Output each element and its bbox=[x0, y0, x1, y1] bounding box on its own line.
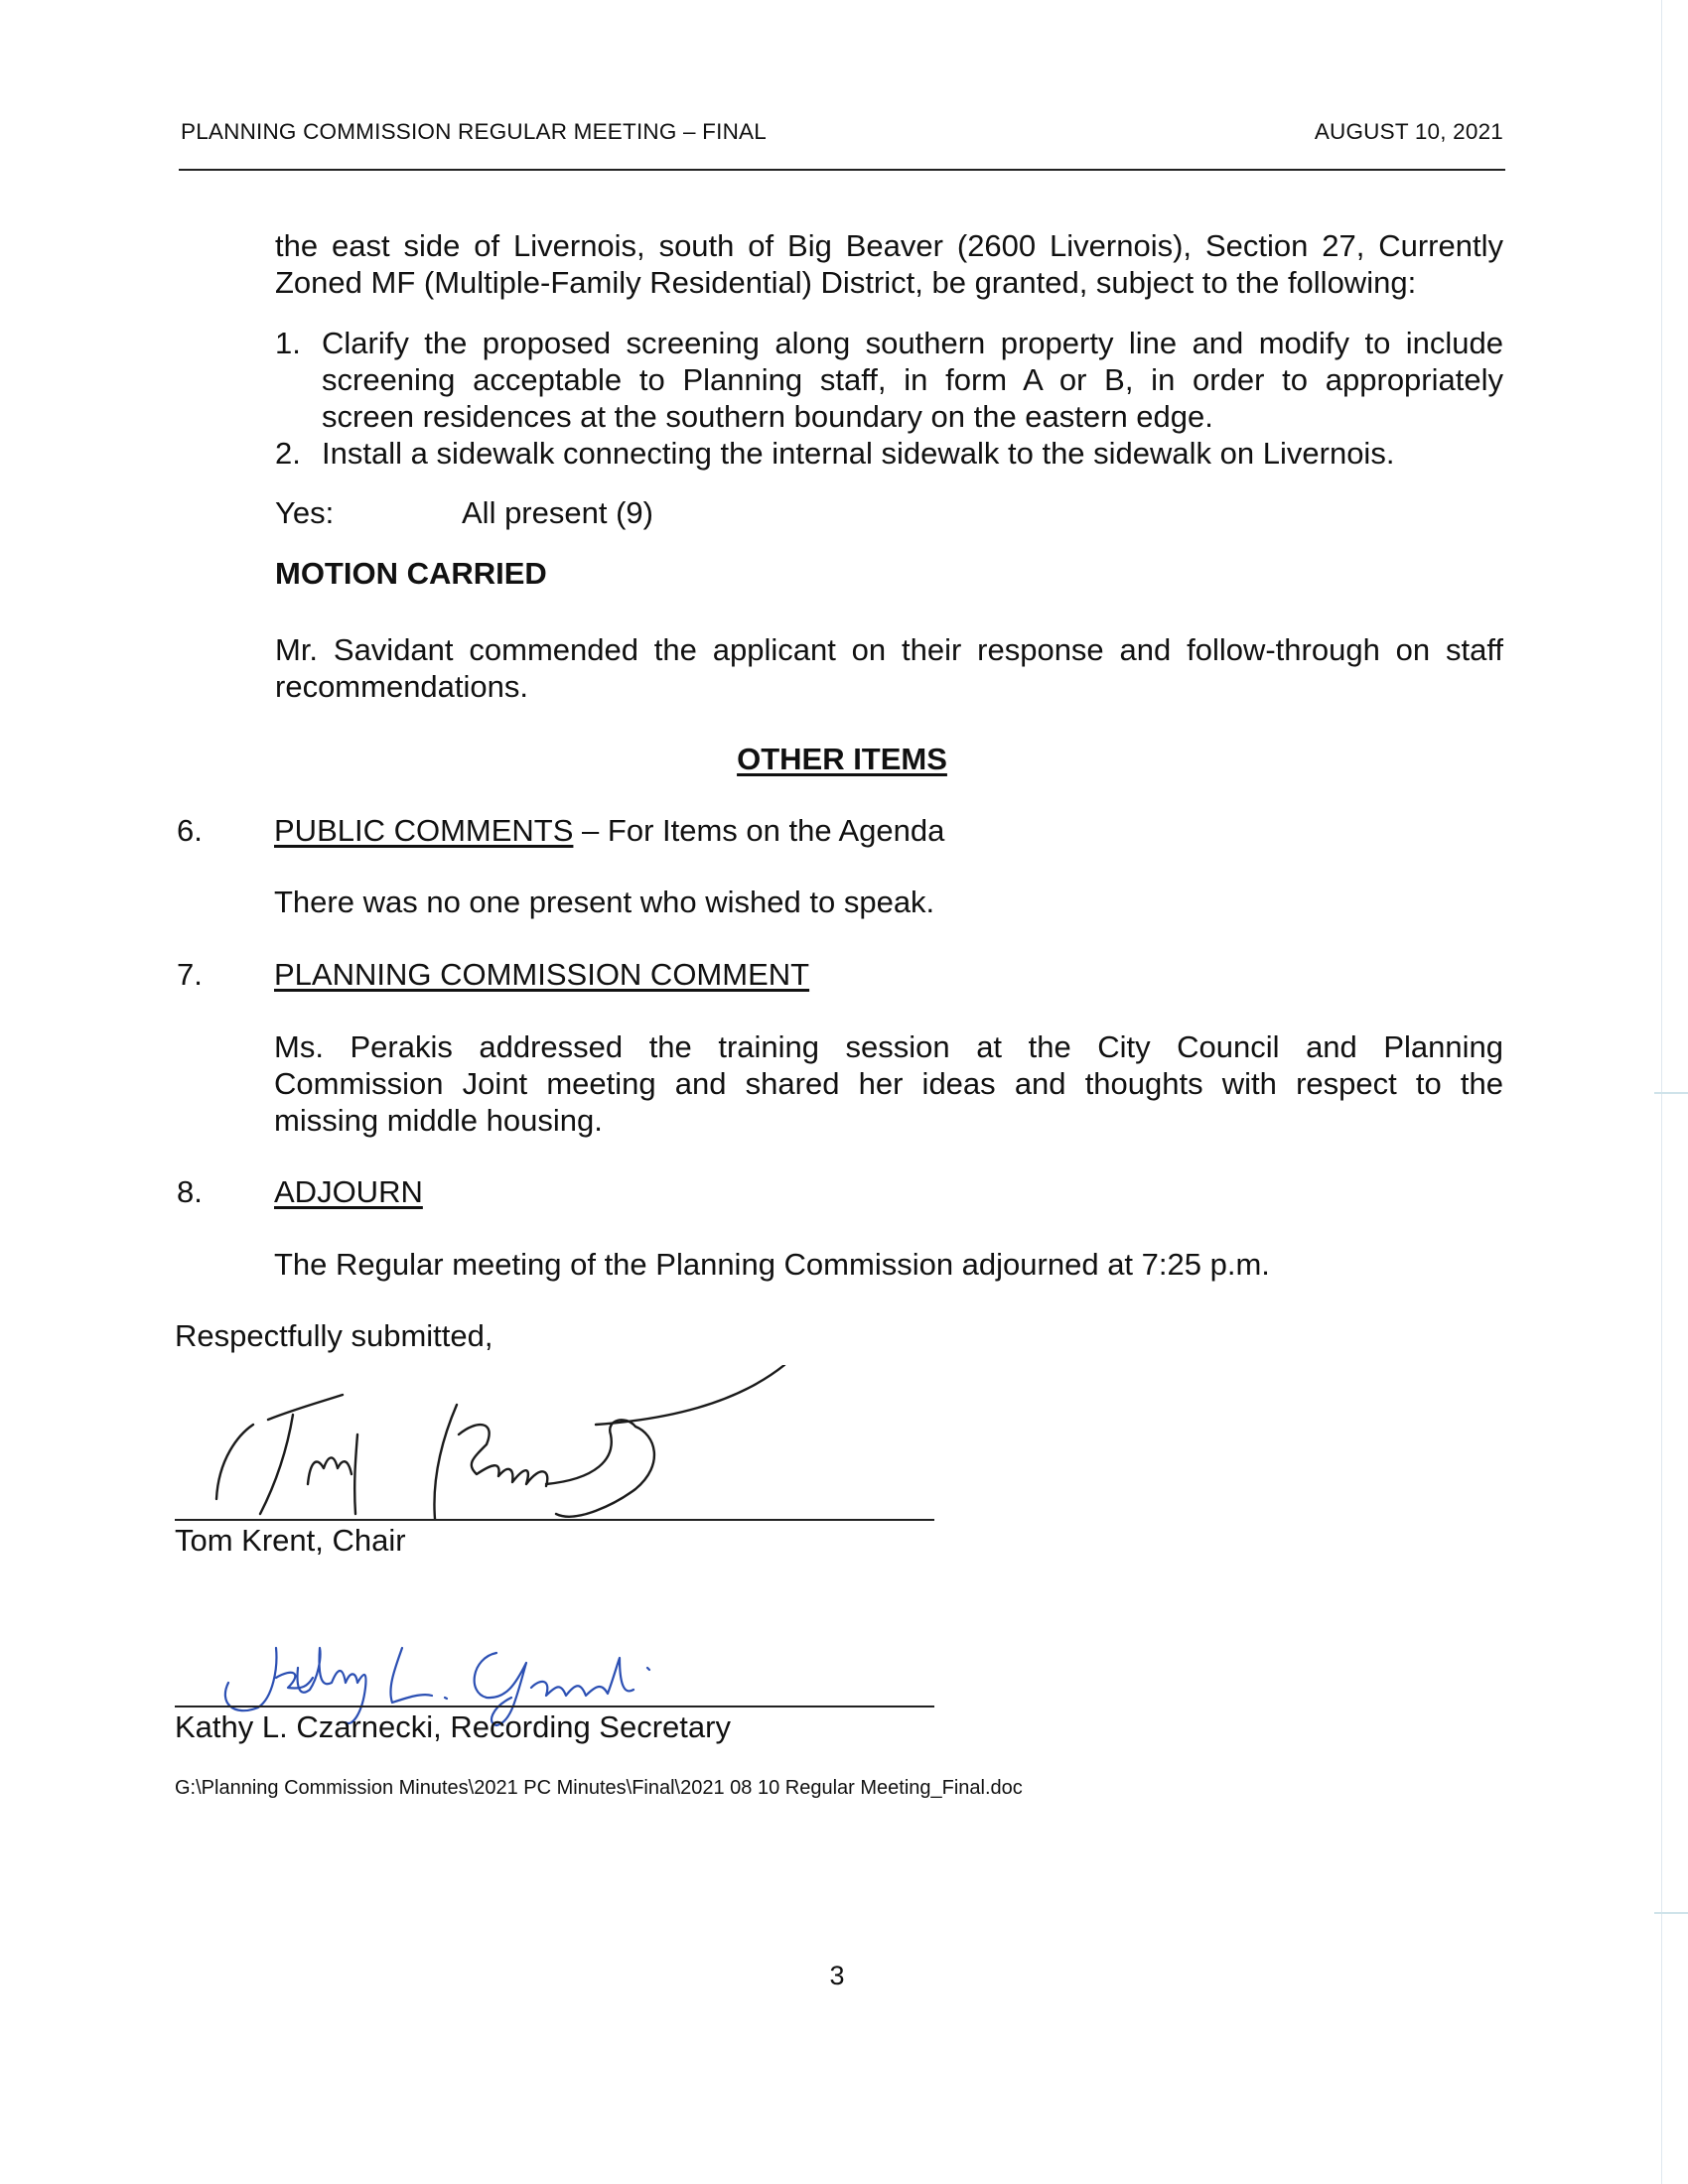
secretary-signature-line bbox=[175, 1706, 934, 1707]
chair-signature-strokes bbox=[216, 1365, 784, 1519]
scan-tick-mark bbox=[1654, 1912, 1688, 1914]
savidant-line-2: recommendations. bbox=[275, 669, 529, 704]
closing-text: Respectfully submitted, bbox=[175, 1318, 493, 1353]
vote-value: All present (9) bbox=[462, 495, 653, 530]
condition-1-number: 1. bbox=[275, 326, 301, 360]
item-6-suffix: – For Items on the Agenda bbox=[573, 813, 945, 848]
other-items-heading: OTHER ITEMS bbox=[737, 742, 947, 776]
item-6-body: There was no one present who wished to speak. bbox=[274, 885, 935, 919]
item-7-body-line-3: missing middle housing. bbox=[274, 1103, 603, 1138]
motion-carried: MOTION CARRIED bbox=[275, 556, 547, 591]
condition-2-number: 2. bbox=[275, 436, 301, 471]
vote-label: Yes: bbox=[275, 495, 335, 530]
item-7-body-line-1: Ms. Perakis addressed the training session at the City Council and Planning bbox=[274, 1029, 1503, 1064]
secretary-name: Kathy L. Czarnecki, Recording Secretary bbox=[175, 1709, 731, 1744]
chair-signature-line bbox=[175, 1519, 934, 1521]
item-8-body: The Regular meeting of the Planning Commission adjourned at 7:25 p.m. bbox=[274, 1247, 1270, 1282]
item-7-number: 7. bbox=[177, 957, 203, 992]
intro-line-1: the east side of Livernois, south of Big Beaver (2600 Livernois), Section 27, Currently bbox=[275, 228, 1503, 263]
item-8-title: ADJOURN bbox=[274, 1174, 423, 1209]
item-6-heading bbox=[274, 812, 944, 849]
condition-1-line-2: screening acceptable to Planning staff, in form A or B, in order to appropriately bbox=[322, 362, 1503, 397]
chair-name: Tom Krent, Chair bbox=[175, 1523, 406, 1558]
file-path: G:\Planning Commission Minutes\2021 PC Minutes\Final\2021 08 10 Regular Meeting_Final.doc bbox=[175, 1777, 1023, 1799]
header-date: AUGUST 10, 2021 bbox=[1314, 119, 1503, 144]
savidant-line-1: Mr. Savidant commended the applicant on their response and follow-through on staff bbox=[275, 632, 1503, 667]
intro-line-2: Zoned MF (Multiple-Family Residential) District, be granted, subject to the following: bbox=[275, 265, 1417, 300]
header-title: PLANNING COMMISSION REGULAR MEETING – FINAL bbox=[181, 119, 767, 144]
chair-signature bbox=[199, 1365, 814, 1539]
item-6-title: PUBLIC COMMENTS bbox=[274, 813, 574, 848]
item-8-number: 8. bbox=[177, 1174, 203, 1209]
item-7-title: PLANNING COMMISSION COMMENT bbox=[274, 957, 810, 992]
condition-2-line-1: Install a sidewalk connecting the internal sidewalk to the sidewalk on Livernois. bbox=[322, 436, 1395, 471]
scan-tick-mark bbox=[1654, 1092, 1688, 1094]
item-7-body-line-2: Commission Joint meeting and shared her ideas and thoughts with respect to the bbox=[274, 1066, 1503, 1101]
condition-1-line-1: Clarify the proposed screening along southern property line and modify to include bbox=[322, 326, 1503, 360]
item-6-number: 6. bbox=[177, 813, 203, 848]
header-rule bbox=[179, 169, 1505, 171]
condition-1-line-3: screen residences at the southern boundary on the eastern edge. bbox=[322, 399, 1213, 434]
page-number: 3 bbox=[829, 1961, 845, 1990]
